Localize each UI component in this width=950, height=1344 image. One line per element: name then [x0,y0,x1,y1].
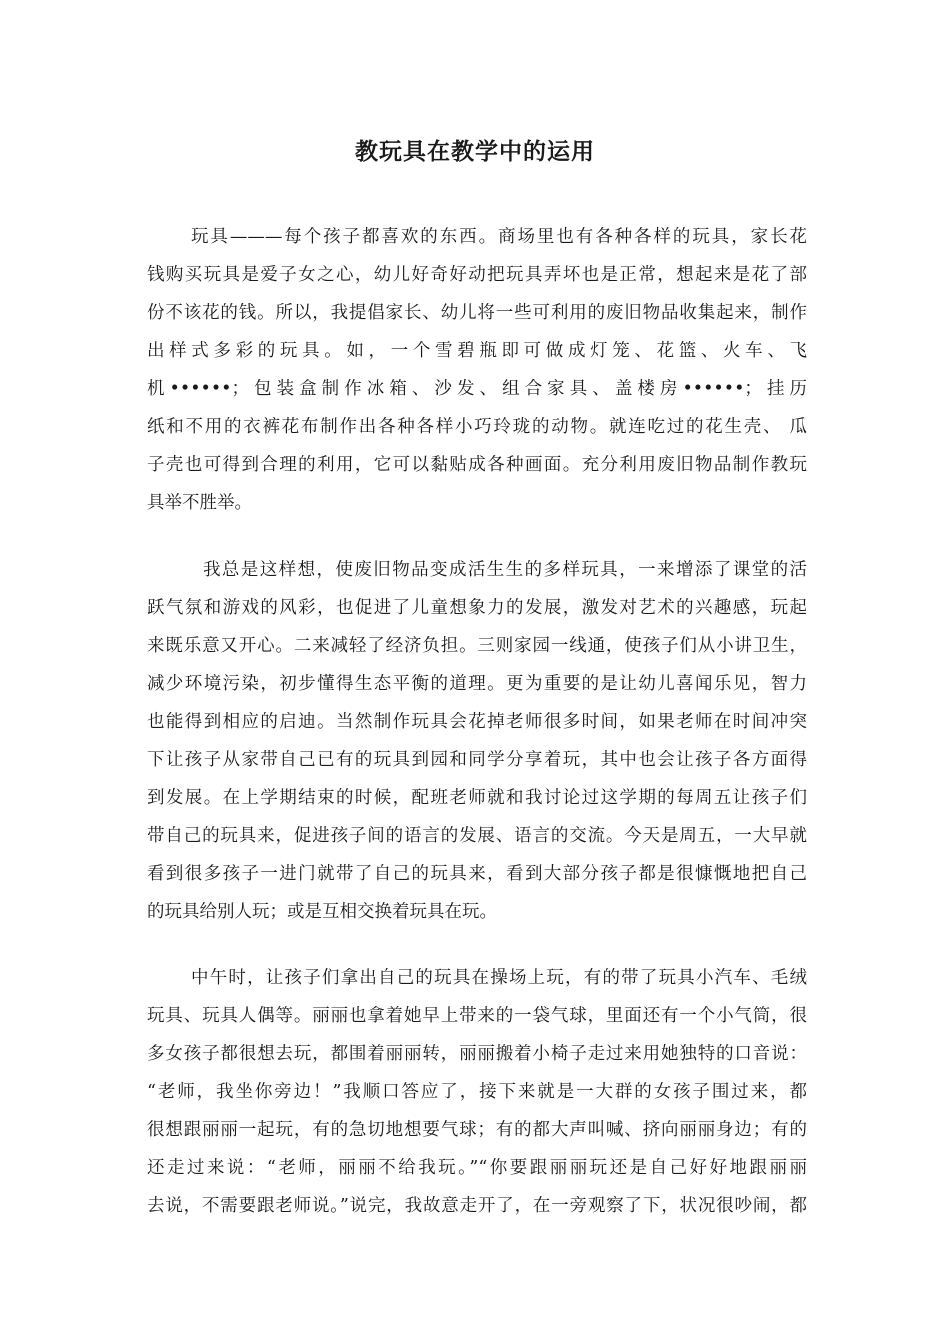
text-line: 跃气氛和游戏的风彩，也促进了儿童想象力的发展，激发对艺术的兴趣感，玩起 [147,598,807,618]
text-line: 的玩具给别人玩；或是互相交换着玩具在玩。 [147,902,497,922]
text-line: 子壳也可得到合理的利用，它可以黏贴成各种画面。充分利用废旧物品制作教玩 [147,455,807,475]
text-line: 很想跟丽丽一起玩，有的急切地想要气球；有的都大声叫喊、挤向丽丽身边；有的 [147,1120,807,1140]
text-line: 到发展。在上学期结束的时候，配班老师就和我讨论过这学期的每周五让孩子们 [147,788,807,808]
text-line: 多女孩子都很想去玩，都围着丽丽转，丽丽搬着小椅子走过来用她独特的口音说： [147,1044,807,1064]
text-line: 看到很多孩子一进门就带了自己的玩具来，看到大部分孩子都是很慷慨地把自己 [147,864,807,884]
text-line: 钱购买玩具是爱子女之心，幼儿好奇好动把玩具弄坏也是正常，想起来是花了部 [147,265,807,285]
text-line: 我总是这样想，使废旧物品变成活生生的多样玩具，一来增添了课堂的活 [203,560,807,580]
text-line: 具举不胜举。 [147,493,252,513]
paragraph-1 [147,218,807,522]
text-line: 份不该花的钱。所以，我提倡家长、幼儿将一些可利用的废旧物品收集起来，制作 [147,303,807,323]
text-line: 中午时，让孩子们拿出自己的玩具在操场上玩，有的带了玩具小汽车、毛绒 [191,968,807,988]
paragraph-3 [147,959,807,1225]
text-line: 也能得到相应的启迪。当然制作玩具会花掉老师很多时间，如果老师在时间冲突 [147,712,807,732]
text-line: 玩具、玩具人偶等。丽丽也拿着她早上带来的一袋气球，里面还有一个小气筒，很 [147,1006,807,1026]
text-line: 还走过来说：“老师，丽丽不给我玩。”“你要跟丽丽玩还是自己好好地跟丽丽 [147,1158,807,1178]
text-line: 来既乐意又开心。二来减轻了经济负担。三则家园一线通，使孩子们从小讲卫生， [147,636,807,656]
document-title: 教玩具在教学中的运用 [355,139,595,165]
text-line: 带自己的玩具来，促进孩子间的语言的发展、语言的交流。今天是周五，一大早就 [147,826,807,846]
text-line: 玩具———每个孩子都喜欢的东西。商场里也有各种各样的玩具，家长花 [191,227,807,247]
text-line: 下让孩子从家带自己已有的玩具到园和同学分享着玩，其中也会让孩子各方面得 [147,750,807,770]
text-line: 去说，不需要跟老师说。”说完，我故意走开了，在一旁观察了下，状况很吵闹，都 [147,1196,807,1216]
text-line: 减少环境污染，初步懂得生态平衡的道理。更为重要的是让幼儿喜闻乐见，智力 [147,674,807,694]
text-line: 出样式多彩的玩具。如，一个雪碧瓶即可做成灯笼、花篮、火车、飞 [147,341,807,361]
text-line: “老师，我坐你旁边！”我顺口答应了，接下来就是一大群的女孩子围过来，都 [147,1082,807,1102]
paragraph-2 [147,551,807,931]
text-line: 机••••••；包装盒制作冰箱、沙发、组合家具、盖楼房••••••；挂历 [147,379,807,399]
text-line: 纸和不用的衣裤花布制作出各种各样小巧玲珑的动物。就连吃过的花生壳、 瓜 [147,417,807,437]
